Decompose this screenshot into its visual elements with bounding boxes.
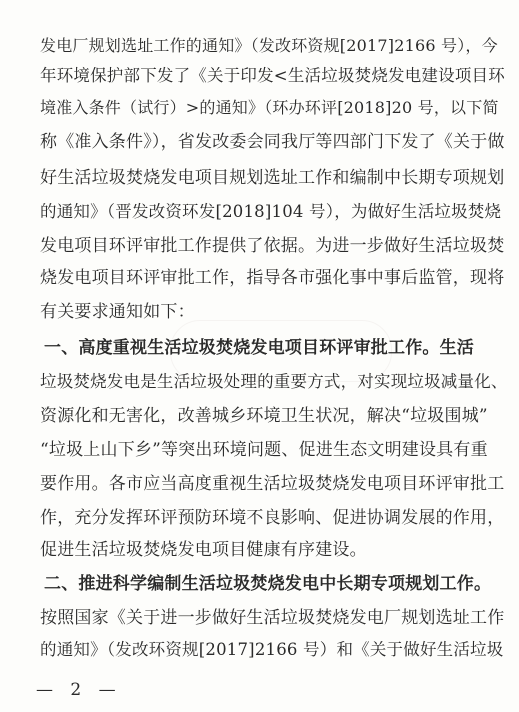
body-line-11: 垃圾焚烧发电是生活垃圾处理的重要方式，对实现垃圾减量化、 — [40, 372, 508, 391]
body-line-1: 发电厂规划选址工作的通知》（发改环资规[2017]2166 号），今 — [40, 36, 498, 55]
page-number: — 2 — — [36, 680, 122, 700]
body-line-6: 的通知》（晋发改资环发[2018]104 号），为做好生活垃圾焚烧 — [40, 202, 502, 221]
body-line-13: “垃圾上山下乡”等突出环境问题、促进生态文明建设具有重 — [40, 440, 488, 460]
body-line-19: 的通知》（发改环资规[2017]2166 号）和《关于做好生活垃圾 — [40, 640, 504, 659]
body-line-18: 按照国家《关于进一步做好生活垃圾焚烧发电厂规划选址工作 — [40, 608, 505, 628]
section-heading-1: 一、高度重视生活垃圾焚烧发电项目环评审批工作。生活 — [44, 338, 474, 358]
section-heading-2: 二、推进科学编制生活垃圾焚烧发电中长期专项规划工作。 — [44, 574, 492, 594]
body-line-15: 作，充分发挥环评预防环境不良影响、促进协调发展的作用， — [40, 508, 505, 528]
body-line-14: 要作用。各市应当高度重视生活垃圾焚烧发电项目环评审批工 — [40, 474, 505, 494]
body-line-5: 好生活垃圾焚烧发电项目规划选址工作和编制中长期专项规划 — [40, 168, 505, 188]
body-line-2: 年环境保护部下发了《关于印发<生活垃圾焚烧发电建设项目环 — [40, 66, 505, 85]
body-line-4: 称《准入条件》），省发改委会同我厅等四部门下发了《关于做 — [40, 132, 505, 152]
body-line-8: 烧发电项目环评审批工作，指导各市强化事中事后监管，现将 — [40, 268, 505, 288]
body-line-3: 境准入条件（试行）>的通知》（环办环评[2018]20 号，以下简 — [40, 98, 499, 117]
body-line-16: 促进生活垃圾焚烧发电项目健康有序建设。 — [40, 540, 367, 560]
body-line-12: 资源化和无害化，改善城乡环境卫生状况，解决“垃圾围城” — [40, 406, 488, 426]
body-line-9: 有关要求通知如下： — [40, 302, 195, 322]
body-line-7: 发电项目环评审批工作提供了依据。为进一步做好生活垃圾焚 — [40, 236, 505, 256]
